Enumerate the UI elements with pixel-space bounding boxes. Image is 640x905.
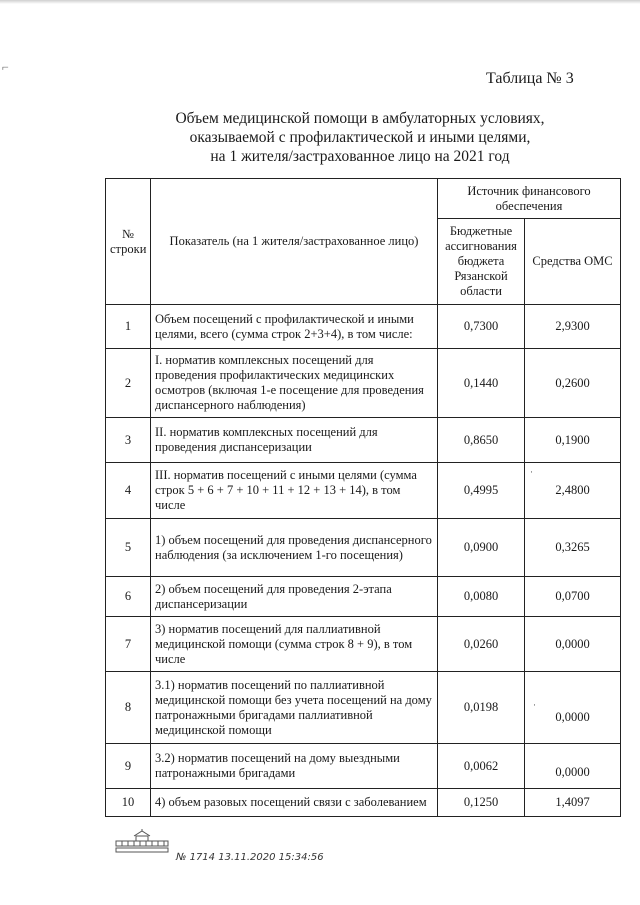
document-title bbox=[100, 109, 620, 166]
row-budget-value: 0,0260 bbox=[438, 617, 525, 672]
row-budget-value: 0,7300 bbox=[438, 305, 525, 349]
header-funding-source: Источник финансового обеспечения bbox=[438, 179, 621, 219]
row-indicator: 1) объем посещений для проведения диспансерного наблюдения (за исключением 1-го посещения) bbox=[151, 519, 438, 577]
row-oms-value: 2,9300 bbox=[525, 305, 621, 349]
table-row bbox=[106, 349, 621, 418]
row-budget-value: 0,1250 bbox=[438, 789, 525, 817]
document-footer bbox=[112, 828, 332, 878]
row-oms-value: 0,0700 bbox=[525, 577, 621, 617]
header-budget: Бюджетные ассигнования бюджета Рязанской области bbox=[438, 219, 525, 305]
header-row-number: № строки bbox=[106, 179, 151, 305]
row-oms-value: 0,0000 bbox=[525, 744, 621, 789]
row-oms-value: 0,0000 bbox=[525, 617, 621, 672]
table-row bbox=[106, 672, 621, 744]
table-row bbox=[106, 463, 621, 519]
row-number: 4 bbox=[106, 463, 151, 519]
row-budget-value: 0,4995 bbox=[438, 463, 525, 519]
row-budget-value: 0,0198 bbox=[438, 672, 525, 744]
registry-seal-icon bbox=[112, 828, 172, 858]
table-row bbox=[106, 519, 621, 577]
row-number: 1 bbox=[106, 305, 151, 349]
row-number: 8 bbox=[106, 672, 151, 744]
volume-table bbox=[105, 178, 621, 817]
title-line: Объем медицинской помощи в амбулаторных условиях, bbox=[175, 110, 545, 127]
row-oms-value: 1,4097 bbox=[525, 789, 621, 817]
row-number: 7 bbox=[106, 617, 151, 672]
header-indicator: Показатель (на 1 жителя/застрахованное лицо) bbox=[151, 179, 438, 305]
row-budget-value: 0,0900 bbox=[438, 519, 525, 577]
header-oms: Средства ОМС bbox=[525, 219, 621, 305]
scan-top-edge bbox=[0, 0, 640, 4]
row-number: 9 bbox=[106, 744, 151, 789]
row-indicator: I. норматив комплексных посещений для проведения профилактических медицинских осмотров (включая 1-е посещение для проведения диспансерного наблюдения) bbox=[151, 349, 438, 418]
row-indicator: Объем посещений с профилактической и иными целями, всего (сумма строк 2+3+4), в том числе: bbox=[151, 305, 438, 349]
row-number: 2 bbox=[106, 349, 151, 418]
row-oms-value: 0,1900 bbox=[525, 418, 621, 463]
row-indicator: 2) объем посещений для проведения 2-этапа диспансеризации bbox=[151, 577, 438, 617]
table-row bbox=[106, 617, 621, 672]
row-number: 10 bbox=[106, 789, 151, 817]
row-number: 3 bbox=[106, 418, 151, 463]
row-oms-value: 0,3265 bbox=[525, 519, 621, 577]
title-line: оказываемой с профилактической и иными целями, bbox=[189, 129, 531, 146]
table-row bbox=[106, 577, 621, 617]
scan-margin-mark: ⌐ bbox=[2, 60, 9, 74]
row-budget-value: 0,0062 bbox=[438, 744, 525, 789]
table-row bbox=[106, 744, 621, 789]
row-number: 5 bbox=[106, 519, 151, 577]
row-oms-value: 2,4800 bbox=[525, 463, 621, 519]
row-indicator: III. норматив посещений с иными целями (сумма строк 5 + 6 + 7 + 10 + 11 + 12 + 13 + 14), в том числе bbox=[151, 463, 438, 519]
table-row bbox=[106, 305, 621, 349]
row-indicator: 4) объем разовых посещений связи с заболеванием bbox=[151, 789, 438, 817]
row-indicator: II. норматив комплексных посещений для проведения диспансеризации bbox=[151, 418, 438, 463]
scan-speck: · bbox=[530, 467, 533, 477]
row-indicator: 3.2) норматив посещений на дому выездными патронажными бригадами bbox=[151, 744, 438, 789]
row-budget-value: 0,1440 bbox=[438, 349, 525, 418]
scan-speck: · bbox=[533, 700, 536, 710]
row-indicator: 3.1) норматив посещений по паллиативной медицинской помощи без учета посещений на дому патронажными бригадами паллиативной медицинской помощи bbox=[151, 672, 438, 744]
table-number: Таблица № 3 bbox=[486, 70, 574, 87]
row-oms-value: 0,2600 bbox=[525, 349, 621, 418]
row-budget-value: 0,8650 bbox=[438, 418, 525, 463]
row-indicator: 3) норматив посещений для паллиативной медицинской помощи (сумма строк 8 + 9), в том числе bbox=[151, 617, 438, 672]
table-row bbox=[106, 789, 621, 817]
title-line: на 1 жителя/застрахованное лицо на 2021 год bbox=[210, 148, 510, 165]
registration-stamp: № 1714 13.11.2020 15:34:56 bbox=[176, 852, 324, 863]
row-budget-value: 0,0080 bbox=[438, 577, 525, 617]
row-number: 6 bbox=[106, 577, 151, 617]
row-oms-value: 0,0000 bbox=[525, 672, 621, 744]
table-header-row bbox=[106, 179, 621, 219]
table-row bbox=[106, 418, 621, 463]
